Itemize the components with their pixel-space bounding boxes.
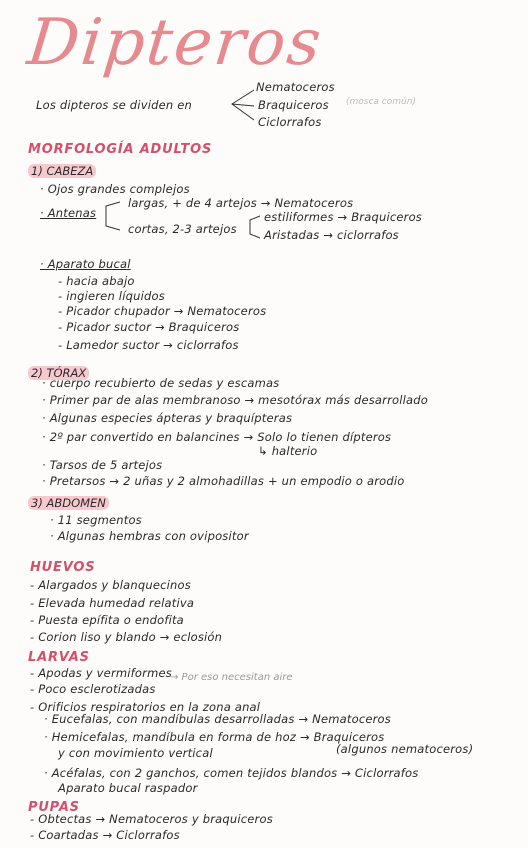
torax-item: · Pretarsos → 2 uñas y 2 almohadillas + un empodio o arodio xyxy=(42,474,405,488)
intro-note: (mosca común) xyxy=(346,97,416,107)
antenas-estiliformes: estiliformes → Braquiceros xyxy=(264,210,422,224)
intro-text: Los dipteros se dividen en xyxy=(36,98,192,112)
group-braquiceros: Braquiceros xyxy=(258,98,329,112)
torax-item: · Primer par de alas membranoso → mesotórax más desarrollado xyxy=(42,393,429,407)
aparato-item: - Picador chupador → Nematoceros xyxy=(58,304,267,318)
larvas-type: · Eucefalas, con mandíbulas desarrolladas → Nematoceros xyxy=(44,712,391,726)
torax-heading: 2) TÓRAX xyxy=(28,366,89,380)
section-huevos-heading: HUEVOS xyxy=(30,560,96,575)
huevos-item: - Puesta epífita o endofita xyxy=(30,613,184,627)
section-morfologia-heading: MORFOLOGÍA ADULTOS xyxy=(28,142,213,157)
huevos-item: - Elevada humedad relativa xyxy=(30,596,195,610)
pupas-item: - Coartadas → Ciclorrafos xyxy=(30,828,180,842)
larvas-type-cont: Aparato bucal raspador xyxy=(58,781,198,795)
group-nematoceros: Nematoceros xyxy=(256,80,335,94)
section-larvas-heading: LARVAS xyxy=(28,650,90,665)
section-pupas-heading: PUPAS xyxy=(28,800,80,815)
larvas-type: · Acéfalas, con 2 ganchos, comen tejidos blandos → Ciclorrafos xyxy=(44,766,419,780)
larvas-item: - Orificios respiratorios en la zona anal xyxy=(30,700,261,714)
huevos-item: - Corion liso y blando → eclosión xyxy=(30,630,223,644)
torax-item-halterio: ↳ halterio xyxy=(258,444,318,458)
torax-item: · Algunas especies ápteras y braquípteras xyxy=(42,411,293,425)
aparato-item: - ingieren líquidos xyxy=(58,289,165,303)
cabeza-antenas-label: · Antenas xyxy=(40,206,97,220)
larvas-type: · Hemicefalas, mandíbula en forma de hoz → Braquiceros xyxy=(44,730,385,744)
larvas-type-note: (algunos nematoceros) xyxy=(336,742,474,756)
antenas-largas: largas, + de 4 artejos → Nematoceros xyxy=(128,196,354,210)
antenas-cortas: cortas, 2-3 artejos xyxy=(128,222,237,236)
huevos-item: - Alargados y blanquecinos xyxy=(30,578,191,592)
abdomen-item: · 11 segmentos xyxy=(50,513,142,527)
cabeza-ojos: · Ojos grandes complejos xyxy=(40,182,190,196)
torax-item: · cuerpo recubierto de sedas y escamas xyxy=(42,376,280,390)
antenas-bracket xyxy=(100,196,126,236)
intro-bracket xyxy=(226,86,256,126)
larvas-item: - Apodas y vermiformes xyxy=(30,666,172,680)
torax-item: · Tarsos de 5 artejos xyxy=(42,458,163,472)
aparato-item: - hacia abajo xyxy=(58,274,135,288)
antenas-aristadas: Aristadas → ciclorrafos xyxy=(264,228,399,242)
page-title: Dipteros xyxy=(24,6,327,80)
group-ciclorrafos: Ciclorrafos xyxy=(258,115,322,129)
torax-item: · 2º par convertido en balancines → Solo lo tienen dípteros xyxy=(42,430,392,444)
cabeza-heading: 1) CABEZA xyxy=(28,164,96,178)
cortas-bracket xyxy=(246,212,264,242)
larvas-item: - Poco esclerotizadas xyxy=(30,682,156,696)
larvas-note: → Por eso necesitan aire xyxy=(170,672,293,683)
pupas-item: - Obtectas → Nematoceros y braquiceros xyxy=(30,812,273,826)
aparato-bucal-label: · Aparato bucal xyxy=(40,257,131,271)
larvas-type-cont: y con movimiento vertical xyxy=(58,746,213,760)
abdomen-heading: 3) ABDOMEN xyxy=(28,496,109,510)
aparato-item: - Lamedor suctor → ciclorrafos xyxy=(58,338,239,352)
aparato-item: - Picador suctor → Braquiceros xyxy=(58,320,240,334)
abdomen-item: · Algunas hembras con ovipositor xyxy=(50,529,249,543)
